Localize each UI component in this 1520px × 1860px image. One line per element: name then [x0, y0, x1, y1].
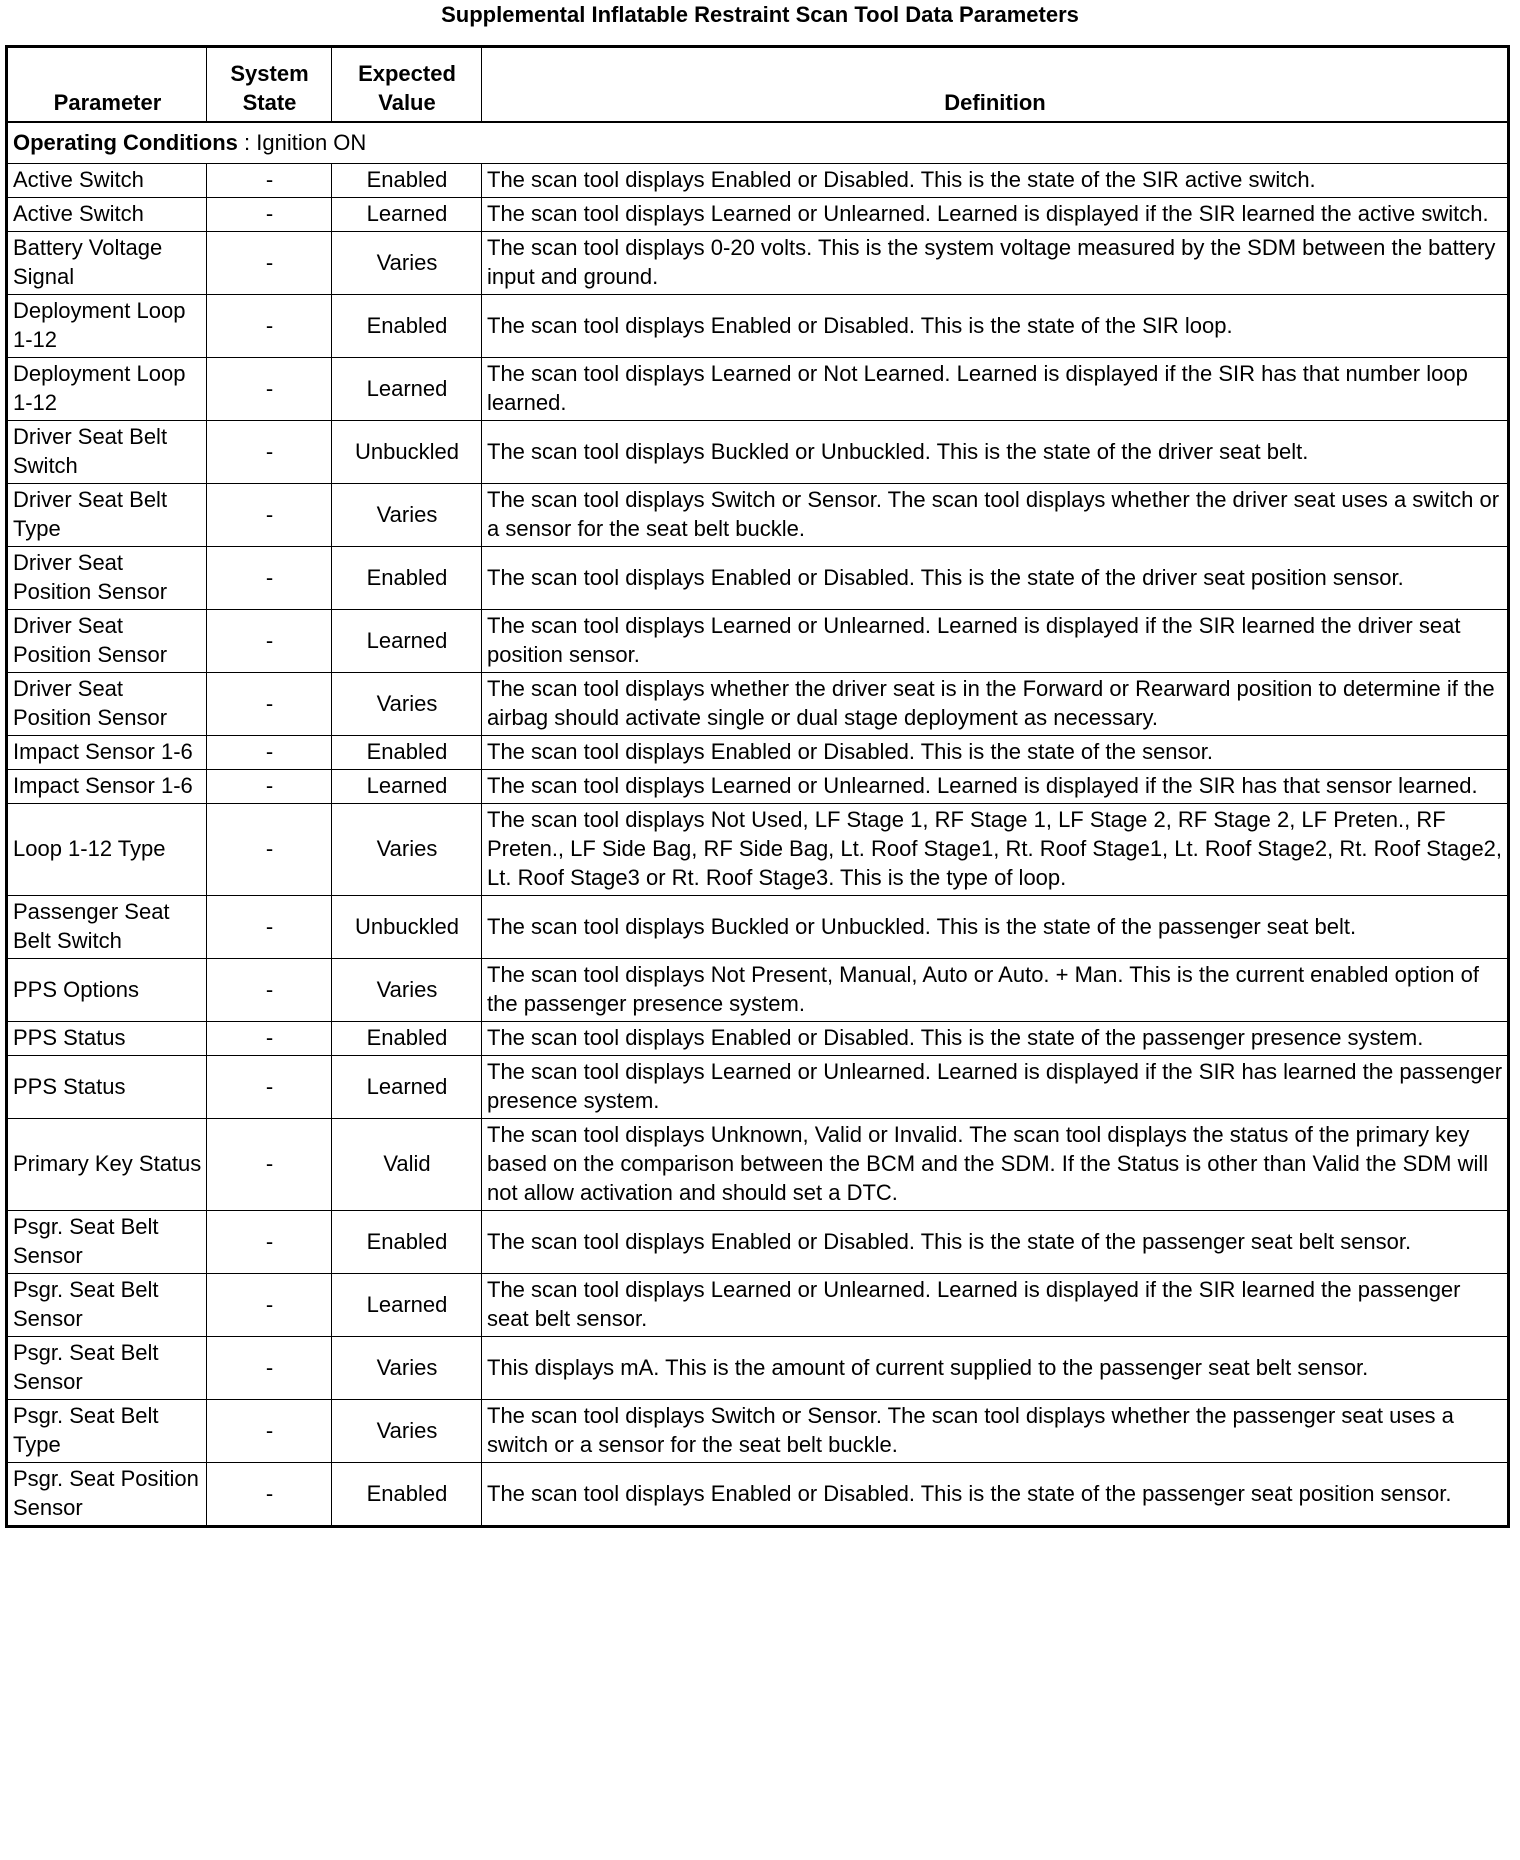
operating-conditions-row — [7, 122, 1509, 164]
table-row — [7, 421, 1509, 484]
expected-value-cell: Varies — [332, 1337, 482, 1400]
definition-cell: The scan tool displays Enabled or Disabled. This is the state of the passenger seat belt sensor. — [482, 1211, 1509, 1274]
parameter-cell: Psgr. Seat Belt Type — [7, 1400, 207, 1463]
definition-cell: The scan tool displays 0-20 volts. This is the system voltage measured by the SDM between the battery input and ground. — [482, 232, 1509, 295]
expected-value-cell: Enabled — [332, 164, 482, 198]
expected-value-cell: Learned — [332, 770, 482, 804]
system-state-cell: - — [207, 421, 332, 484]
system-state-cell: - — [207, 484, 332, 547]
parameter-cell: Deployment Loop 1-12 — [7, 358, 207, 421]
parameter-cell: Psgr. Seat Position Sensor — [7, 1463, 207, 1527]
table-row — [7, 804, 1509, 896]
table-row — [7, 1463, 1509, 1527]
parameter-cell: Psgr. Seat Belt Sensor — [7, 1211, 207, 1274]
expected-value-cell: Varies — [332, 484, 482, 547]
parameter-cell: Active Switch — [7, 164, 207, 198]
table-row — [7, 358, 1509, 421]
parameter-cell: Driver Seat Position Sensor — [7, 610, 207, 673]
table-row — [7, 547, 1509, 610]
table-row — [7, 736, 1509, 770]
system-state-cell: - — [207, 673, 332, 736]
expected-value-cell: Learned — [332, 610, 482, 673]
definition-cell: The scan tool displays Switch or Sensor. The scan tool displays whether the driver seat uses a switch or a sensor for the seat belt buckle. — [482, 484, 1509, 547]
scan-tool-data-table — [5, 45, 1510, 1528]
parameter-cell: PPS Status — [7, 1056, 207, 1119]
parameter-cell: Driver Seat Belt Switch — [7, 421, 207, 484]
expected-value-cell: Varies — [332, 673, 482, 736]
definition-cell: The scan tool displays Enabled or Disabled. This is the state of the driver seat position sensor. — [482, 547, 1509, 610]
system-state-cell: - — [207, 1211, 332, 1274]
operating-conditions-separator: : — [237, 129, 257, 155]
parameter-cell: Deployment Loop 1-12 — [7, 295, 207, 358]
system-state-cell: - — [207, 959, 332, 1022]
expected-value-cell: Learned — [332, 198, 482, 232]
definition-cell: The scan tool displays Learned or Unlearned. Learned is displayed if the SIR learned the active switch. — [482, 198, 1509, 232]
system-state-cell: - — [207, 1400, 332, 1463]
table-row — [7, 1119, 1509, 1211]
parameter-cell: Driver Seat Position Sensor — [7, 673, 207, 736]
table-row — [7, 484, 1509, 547]
definition-cell: The scan tool displays Learned or Unlearned. Learned is displayed if the SIR has learned the passenger presence system. — [482, 1056, 1509, 1119]
expected-value-cell: Enabled — [332, 1022, 482, 1056]
table-row — [7, 295, 1509, 358]
system-state-cell: - — [207, 610, 332, 673]
table-row — [7, 164, 1509, 198]
definition-cell: The scan tool displays Unknown, Valid or Invalid. The scan tool displays the status of the primary key based on the comparison between the BCM and the SDM. If the Status is other than Valid the SDM will not allow activation and should set a DTC. — [482, 1119, 1509, 1211]
definition-cell: The scan tool displays Buckled or Unbuckled. This is the state of the passenger seat belt. — [482, 896, 1509, 959]
system-state-cell: - — [207, 295, 332, 358]
expected-value-cell: Varies — [332, 959, 482, 1022]
system-state-cell: - — [207, 232, 332, 295]
table-row — [7, 896, 1509, 959]
parameter-cell: Primary Key Status — [7, 1119, 207, 1211]
parameter-cell: Driver Seat Belt Type — [7, 484, 207, 547]
system-state-cell: - — [207, 770, 332, 804]
parameter-cell: Battery Voltage Signal — [7, 232, 207, 295]
expected-value-cell: Unbuckled — [332, 896, 482, 959]
table-row — [7, 1400, 1509, 1463]
definition-cell: The scan tool displays Enabled or Disabled. This is the state of the sensor. — [482, 736, 1509, 770]
operating-conditions-value: Ignition ON — [256, 129, 367, 155]
system-state-cell: - — [207, 804, 332, 896]
header-parameter: Parameter — [7, 47, 207, 123]
table-row — [7, 1337, 1509, 1400]
system-state-cell: - — [207, 1274, 332, 1337]
system-state-cell: - — [207, 1463, 332, 1527]
definition-cell: The scan tool displays Enabled or Disabled. This is the state of the passenger presence system. — [482, 1022, 1509, 1056]
expected-value-cell: Varies — [332, 804, 482, 896]
table-row — [7, 1056, 1509, 1119]
definition-cell: The scan tool displays Not Used, LF Stage 1, RF Stage 1, LF Stage 2, RF Stage 2, LF Preten., RF Preten., LF Side Bag, RF Side Bag, Lt. Roof Stage1, Rt. Roof Stage1, Lt. Roof Stage2, Rt. Roof Stage2, Lt. Roof Stage3 or Rt. Roof Stage3. This is the type of loop. — [482, 804, 1509, 896]
table-row — [7, 673, 1509, 736]
header-definition: Definition — [482, 47, 1509, 123]
system-state-cell: - — [207, 164, 332, 198]
system-state-cell: - — [207, 1022, 332, 1056]
expected-value-cell: Learned — [332, 358, 482, 421]
table-row — [7, 198, 1509, 232]
expected-value-cell: Learned — [332, 1274, 482, 1337]
parameter-cell: PPS Status — [7, 1022, 207, 1056]
table-row — [7, 1022, 1509, 1056]
system-state-cell: - — [207, 1119, 332, 1211]
operating-conditions-label: Operating Conditions — [13, 129, 238, 155]
definition-cell: The scan tool displays Buckled or Unbuckled. This is the state of the driver seat belt. — [482, 421, 1509, 484]
system-state-cell: - — [207, 1056, 332, 1119]
expected-value-cell: Enabled — [332, 736, 482, 770]
system-state-cell: - — [207, 547, 332, 610]
header-row — [7, 47, 1509, 123]
definition-cell: The scan tool displays Not Present, Manual, Auto or Auto. + Man. This is the current enabled option of the passenger presence system. — [482, 959, 1509, 1022]
definition-cell: The scan tool displays Learned or Unlearned. Learned is displayed if the SIR has that sensor learned. — [482, 770, 1509, 804]
table-row — [7, 1274, 1509, 1337]
operating-conditions-cell — [7, 122, 1509, 164]
parameter-cell: Impact Sensor 1-6 — [7, 770, 207, 804]
table-row — [7, 1211, 1509, 1274]
system-state-cell: - — [207, 896, 332, 959]
definition-cell: The scan tool displays Enabled or Disabled. This is the state of the SIR loop. — [482, 295, 1509, 358]
expected-value-cell: Learned — [332, 1056, 482, 1119]
definition-cell: The scan tool displays Enabled or Disabled. This is the state of the passenger seat position sensor. — [482, 1463, 1509, 1527]
table-row — [7, 959, 1509, 1022]
table-row — [7, 770, 1509, 804]
definition-cell: The scan tool displays Switch or Sensor. The scan tool displays whether the passenger seat uses a switch or a sensor for the seat belt buckle. — [482, 1400, 1509, 1463]
parameter-cell: Loop 1-12 Type — [7, 804, 207, 896]
expected-value-cell: Enabled — [332, 1463, 482, 1527]
expected-value-cell: Unbuckled — [332, 421, 482, 484]
definition-cell: The scan tool displays Enabled or Disabled. This is the state of the SIR active switch. — [482, 164, 1509, 198]
definition-cell: The scan tool displays Learned or Unlearned. Learned is displayed if the SIR learned the passenger seat belt sensor. — [482, 1274, 1509, 1337]
definition-cell: This displays mA. This is the amount of current supplied to the passenger seat belt sensor. — [482, 1337, 1509, 1400]
system-state-cell: - — [207, 1337, 332, 1400]
parameter-cell: Psgr. Seat Belt Sensor — [7, 1337, 207, 1400]
table-body — [7, 122, 1509, 1527]
definition-cell: The scan tool displays Learned or Not Learned. Learned is displayed if the SIR has that number loop learned. — [482, 358, 1509, 421]
table-header — [7, 47, 1509, 123]
expected-value-cell: Valid — [332, 1119, 482, 1211]
parameter-cell: Psgr. Seat Belt Sensor — [7, 1274, 207, 1337]
definition-cell: The scan tool displays Learned or Unlearned. Learned is displayed if the SIR learned the driver seat position sensor. — [482, 610, 1509, 673]
header-expected-value: Expected Value — [332, 47, 482, 123]
system-state-cell: - — [207, 358, 332, 421]
table-row — [7, 610, 1509, 673]
expected-value-cell: Enabled — [332, 547, 482, 610]
parameter-cell: PPS Options — [7, 959, 207, 1022]
expected-value-cell: Varies — [332, 232, 482, 295]
system-state-cell: - — [207, 198, 332, 232]
parameter-cell: Active Switch — [7, 198, 207, 232]
parameter-cell: Driver Seat Position Sensor — [7, 547, 207, 610]
header-system-state: System State — [207, 47, 332, 123]
parameter-cell: Passenger Seat Belt Switch — [7, 896, 207, 959]
table-row — [7, 232, 1509, 295]
expected-value-cell: Enabled — [332, 295, 482, 358]
system-state-cell: - — [207, 736, 332, 770]
expected-value-cell: Enabled — [332, 1211, 482, 1274]
page-title: Supplemental Inflatable Restraint Scan Tool Data Parameters — [441, 2, 1079, 27]
expected-value-cell: Varies — [332, 1400, 482, 1463]
definition-cell: The scan tool displays whether the driver seat is in the Forward or Rearward position to determine if the airbag should activate single or dual stage deployment as necessary. — [482, 673, 1509, 736]
parameter-cell: Impact Sensor 1-6 — [7, 736, 207, 770]
